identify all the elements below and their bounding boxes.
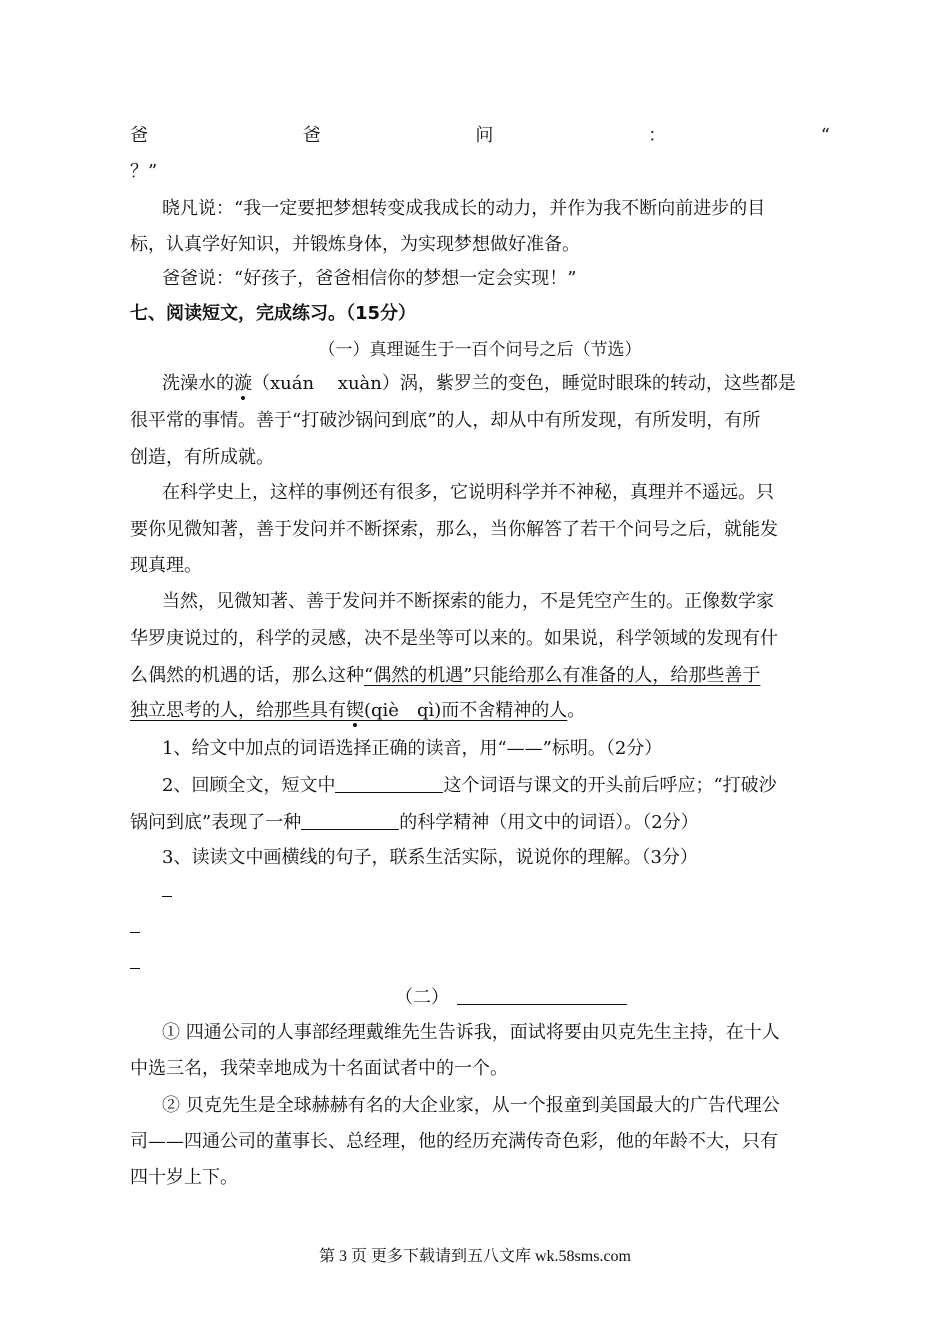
p2-line-2: 要你见微知著，善于发问并不断探索，那么，当你解答了若干个问号之后，就能发 — [130, 519, 778, 540]
part2-title — [395, 986, 655, 1010]
answer-line[interactable] — [130, 968, 140, 969]
char: 问 — [475, 125, 494, 146]
question-1: 1、给文中加点的词语选择正确的读音，用“——”标明。（2分） — [162, 738, 663, 759]
p3-line-1: 当然，见微知著、善于发问并不断探索的能力，不是凭空产生的。正像数学家 — [162, 591, 774, 612]
answer-blank[interactable] — [301, 811, 399, 830]
p3-line-4 — [130, 699, 830, 723]
text: 这个词语与课文的开头前后呼应；“打破沙 — [443, 775, 777, 796]
underlined-sentence: (qiè qì)而不舍精神的人 — [364, 700, 568, 721]
part2-p2-line-2: 司——四通公司的董事长、总经理，他的经历充满传奇色彩，他的年龄不大，只有 — [130, 1131, 778, 1152]
section-heading: 七、阅读短文，完成练习。（15分） — [130, 303, 417, 324]
p3-line-2: 华罗庚说过的，科学的灵感，决不是坐等可以来的。如果说，科学领域的发现有什 — [130, 628, 778, 649]
text: （xuán xuàn）涡，紫罗兰的变色，睡觉时眼珠的转动，这些都是 — [252, 373, 796, 394]
char: 爸 — [130, 125, 148, 146]
part2-p1-line-1: ① 四通公司的人事部经理戴维先生告诉我，面试将要由贝克先生主持，在十人 — [162, 1022, 780, 1043]
char: “ — [820, 125, 830, 146]
xiaofan-line-1: 晓凡说：“我一定要把梦想转变成我成长的动力，并作为我不断向前进步的目 — [162, 198, 766, 219]
text: （二） — [395, 987, 449, 1008]
answer-line[interactable] — [162, 896, 172, 897]
text: 洗澡水的 — [162, 373, 234, 394]
text: 的科学精神（用文中的词语）。（2分） — [399, 812, 699, 833]
question-3: 3、读读文中画横线的句子，联系生活实际，说说你的理解。（3分） — [162, 847, 698, 868]
char: ： — [648, 125, 667, 146]
char: 爸 — [302, 125, 321, 146]
underlined-sentence: “偶然的机遇”只能给那么有准备的人，给那些善于 — [364, 665, 761, 686]
text: 锅问到底”表现了一种 — [130, 812, 302, 833]
question-2-line-2 — [130, 811, 830, 835]
text: 2、回顾全文，短文中 — [162, 775, 336, 796]
xiaofan-line-2: 标，认真学好知识，并锻炼身体，为实现梦想做好准备。 — [130, 234, 580, 255]
dad-question-line — [130, 124, 830, 148]
text: 么偶然的机遇的话，那么这种 — [130, 665, 364, 686]
part2-p2-line-3: 四十岁上下。 — [130, 1167, 238, 1188]
page-footer: 第 3 页 更多下载请到五八文库 wk.58sms.com — [318, 1248, 631, 1265]
p2-line-3: 现真理。 — [130, 555, 202, 576]
p1-line-2: 很平常的事情。善于“打破沙锅问到底”的人，却从中有所发现，有所发明，有所 — [130, 410, 761, 431]
dotted-char: 漩 — [234, 373, 252, 394]
answer-line[interactable] — [130, 932, 140, 933]
dad-question-end: ？” — [130, 161, 158, 182]
p3-line-3 — [130, 664, 830, 688]
part2-p2-line-1: ② 贝克先生是全球赫赫有名的大企业家，从一个报童到美国最大的广告代理公 — [162, 1095, 780, 1116]
part1-title: （一）真理诞生于一百个问号之后（节选） — [318, 340, 642, 360]
p1-line-3: 创造，有所成就。 — [130, 447, 274, 468]
text: 。 — [567, 700, 586, 721]
dotted-char: 锲 — [346, 700, 364, 721]
question-2-line-1 — [162, 774, 822, 798]
dad-reply: 爸爸说：“好孩子，爸爸相信你的梦想一定会实现！” — [162, 268, 577, 289]
p2-line-1: 在科学史上，这样的事例还有很多，它说明科学并不神秘，真理并不遥远。只 — [162, 482, 774, 503]
p1-line-1 — [162, 372, 822, 396]
answer-blank[interactable] — [335, 774, 443, 793]
part2-p1-line-2: 中选三名，我荣幸地成为十名面试者中的一个。 — [130, 1058, 508, 1079]
underlined-sentence: 独立思考的人，给那些具有 — [130, 700, 346, 721]
title-blank[interactable] — [457, 986, 627, 1005]
